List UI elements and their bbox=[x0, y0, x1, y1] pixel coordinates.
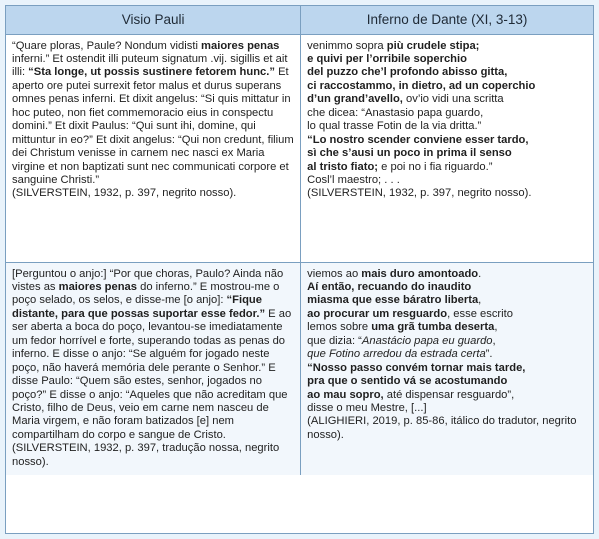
text-run: più crudele stipa; bbox=[386, 39, 480, 52]
text-run: ”. bbox=[485, 348, 493, 361]
text-run: del puzzo che’l profondo abisso gitta, bbox=[307, 66, 508, 79]
text-run: que Fotino arredou da estrada certa bbox=[307, 348, 486, 361]
text-run: viemos ao bbox=[307, 267, 362, 280]
text-run: , bbox=[494, 321, 498, 334]
text-run: “Lo nostro scender conviene esser tardo, bbox=[307, 133, 529, 146]
text-run: “Nosso passo convém tornar mais tarde, bbox=[307, 361, 526, 374]
text-run: . bbox=[478, 267, 482, 280]
header-inferno-dante: Inferno de Dante (XI, 3-13) bbox=[301, 6, 593, 34]
text-run: (SILVERSTEIN, 1932, p. 397, negrito nosso). bbox=[12, 187, 237, 200]
text-run: uma grã tumba deserta bbox=[371, 321, 495, 334]
text-run: mais duro amontoado bbox=[361, 267, 479, 280]
text-run: Cosl’l maestro; . . . bbox=[307, 174, 400, 187]
text-run: (ALIGHIERI, 2019, p. 85-86, itálico do tradutor, negrito nosso). bbox=[307, 415, 577, 441]
text-run: lo qual trasse Fotin de la via dritta.” bbox=[307, 120, 482, 133]
text-run: até dispensar resguardo”, bbox=[383, 388, 515, 401]
text-run: do inferno.” E mostrou-me o poço selado, os selos, e disse-me [o anjo]: bbox=[12, 280, 280, 307]
text-run: E ao ser aberta a boca do poço, levantou-se imediatamente um fedor horrível e forte, superando todas as penas do inferno. E disse o anjo: “Se alguém for jogado neste poço, não haverá memória dele perante o Senhor.” E disse Paulo: “Quem são estes, senhor, jogados no poço?” E disse o anjo: “Aqueles que não acreditam que Cristo, filho de Deus, veio em carne nem nasceu de Maria virgem, e não foram batizados [e] nem compartilham do corpo e sangue de Cristo. bbox=[12, 307, 292, 441]
text-run: e quivi per l’orribile soperchio bbox=[307, 52, 467, 65]
text-run: “Fique distante, para que possas suportar esse fedor.” bbox=[12, 294, 266, 320]
text-run: disse o meu Mestre, [...] bbox=[307, 402, 427, 415]
text-run: Anastácio papa eu guardo bbox=[361, 334, 493, 347]
header-visio-pauli: Visio Pauli bbox=[6, 6, 301, 34]
cell-italian-original bbox=[301, 34, 593, 262]
text-run: d’un grand’avello, bbox=[307, 93, 403, 106]
text-run: (SILVERSTEIN, 1932, p. 397, negrito nosso). bbox=[307, 187, 532, 200]
text-run: (SILVERSTEIN, 1932, p. 397, tradução nossa, negrito nosso). bbox=[12, 442, 280, 468]
text-run: Aí então, recuando do inaudito bbox=[307, 280, 472, 293]
cell-latin-translation bbox=[6, 262, 301, 475]
table-row-original bbox=[6, 34, 593, 262]
text-run: que dizia: “ bbox=[307, 334, 362, 347]
text-run: [Perguntou o anjo:] “Por que choras, Paulo? Ainda não vistes as bbox=[12, 267, 284, 293]
text-run: Et aperto ore putei surrexit fetor malus et durus superans omnes penas inferni. Et dixit angelus: “Si quis mittatur in hoc puteo, non fiet commemoracio eius in conspectu domini.” Et dixit Paulus: “Qui sunt ihi, domine, qui mittuntur in eo?” Et dixit angelus: “Qui non credunt, filium dei Christum venisse in carnem nec nasci ex Maria virgine et non baptizati sunt nec communicati corpore et sanguine Christi.” bbox=[12, 66, 294, 187]
table-row-translation bbox=[6, 262, 593, 475]
text-run: ao mau sopro, bbox=[307, 388, 384, 401]
comparison-table bbox=[6, 6, 593, 475]
text-run: al tristo fiato; bbox=[307, 160, 379, 173]
text-run: miasma que esse báratro liberta bbox=[307, 294, 479, 307]
text-run: pra que o sentido vá se acostumando bbox=[307, 375, 508, 388]
text-run: “Quare ploras, Paule? Nondum vidisti bbox=[12, 39, 202, 52]
text-run: e poi no i fia riguardo.” bbox=[378, 160, 493, 173]
text-run: , esse escrito bbox=[447, 307, 513, 320]
text-run: maiores penas bbox=[58, 280, 137, 293]
header-row bbox=[6, 6, 593, 34]
text-run: , bbox=[478, 294, 482, 307]
text-run: ci raccostammo, in dietro, ad un coperchio bbox=[307, 79, 536, 92]
text-run: ov’io vidi una scritta bbox=[402, 93, 504, 106]
text-run: venimmo sopra bbox=[307, 39, 387, 52]
comparison-table-frame bbox=[5, 5, 594, 534]
cell-italian-translation bbox=[301, 262, 593, 475]
cell-latin-original bbox=[6, 34, 301, 262]
text-run: “Sta longe, ut possis sustinere fetorem hunc.” bbox=[28, 66, 275, 79]
text-run: lemos sobre bbox=[307, 321, 372, 334]
text-run: , bbox=[492, 334, 496, 347]
text-run: maiores penas bbox=[201, 39, 280, 52]
text-run: inferni.” Et ostendit illi puteum signatum .vij. sigillis et ait illi: bbox=[12, 52, 288, 79]
text-run: che dicea: “Anastasio papa guardo, bbox=[307, 106, 484, 119]
text-run: sì che s’ausi un poco in prima il senso bbox=[307, 147, 512, 160]
text-run: ao procurar um resguardo bbox=[307, 307, 448, 320]
